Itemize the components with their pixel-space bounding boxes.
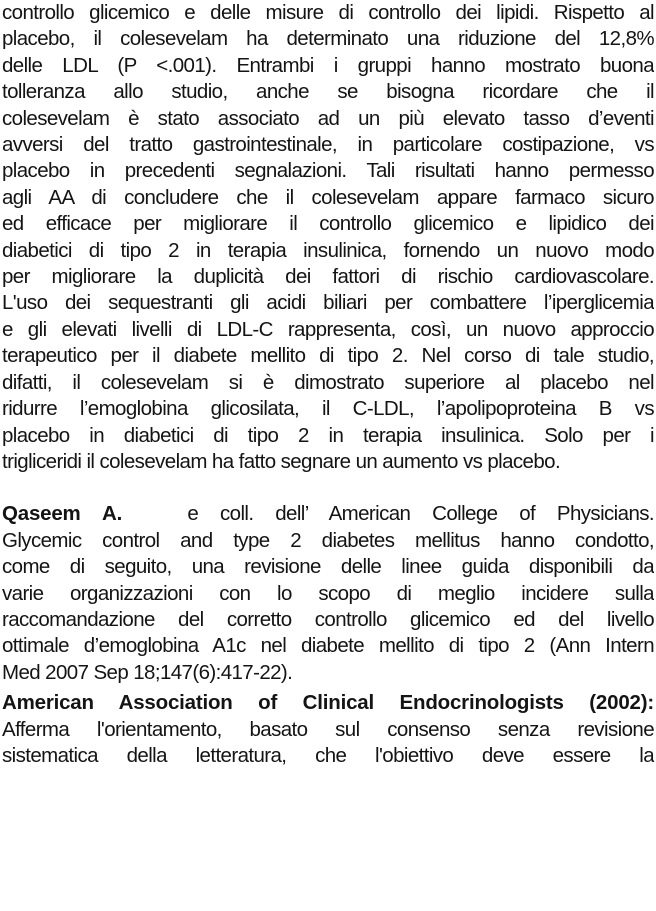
text-line: diabetici di tipo 2 in terapia insulinica, fornendo un nuovo modo: [2, 238, 654, 262]
author-name: Qaseem A.: [2, 502, 123, 526]
text-line: ottimale d’emoglobina A1c nel diabete mellito di tipo 2 (Ann Intern: [2, 634, 654, 658]
text-line: per migliorare la duplicità dei fattori di rischio cardiovascolare.: [2, 265, 654, 289]
text-line: ed efficace per migliorare il controllo glicemico e lipidico dei: [2, 212, 654, 236]
text-line: delle LDL (P <.001). Entrambi i gruppi hanno mostrato buona: [2, 53, 654, 77]
text-line: controllo glicemico e delle misure di controllo dei lipidi. Rispetto al: [2, 1, 654, 24]
section-heading: American Association of Clinical Endocrinologists (2002):: [2, 691, 654, 715]
document-page: [2, 0, 654, 769]
text-line: Afferma l'orientamento, basato sul consenso senza revisione: [2, 717, 654, 741]
paragraph-aace: [2, 690, 654, 769]
text-line: placebo in diabetici di tipo 2 in terapia insulinica. Solo per i: [2, 423, 654, 447]
text-line: agli AA di concludere che il colesevelam appare farmaco sicuro: [2, 185, 654, 209]
text-line: varie organizzazioni con lo scopo di meglio incidere sulla: [2, 581, 654, 605]
text-line: difatti, il colesevelam si è dimostrato superiore al placebo nel: [2, 370, 654, 394]
text-line: tolleranza allo studio, anche se bisogna ricordare che il: [2, 80, 654, 104]
text-line: raccomandazione del corretto controllo glicemico ed del livello: [2, 607, 654, 631]
text-line: ridurre l’emoglobina glicosilata, il C-LDL, l’apolipoproteina B vs: [2, 397, 654, 421]
text-line: terapeutico per il diabete mellito di tipo 2. Nel corso di tale studio,: [2, 344, 654, 368]
paragraph-spacer: [2, 475, 654, 501]
text-line: Glycemic control and type 2 diabetes mellitus hanno condotto,: [2, 528, 654, 552]
text-line: colesevelam è stato associato ad un più elevato tasso d’eventi: [2, 106, 654, 130]
text-line: trigliceridi il colesevelam ha fatto segnare un aumento vs placebo.: [2, 449, 561, 473]
author-affiliation: e coll. dell’ American College of Physicians.: [187, 502, 654, 526]
text-line: avversi del tratto gastrointestinale, in particolare costipazione, vs: [2, 133, 654, 157]
text-line: [2, 501, 654, 527]
text-line: Med 2007 Sep 18;147(6):417-22).: [2, 660, 293, 684]
text-line: placebo in precedenti segnalazioni. Tali risultati hanno permesso: [2, 159, 654, 183]
paragraph-qaseem-review: [2, 501, 654, 686]
text-line: e gli elevati livelli di LDL-C rappresenta, così, un nuovo approccio: [2, 317, 654, 341]
text-line: placebo, il colesevelam ha determinato una riduzione del 12,8%: [2, 27, 654, 51]
text-line: L'uso dei sequestranti gli acidi biliari per combattere l’iperglicemia: [2, 291, 654, 315]
text-line: come di seguito, una revisione delle linee guida disponibili da: [2, 555, 654, 579]
text-line: sistematica della letteratura, che l'obiettivo deve essere la: [2, 743, 654, 767]
paragraph-colesevelam-study: [2, 0, 654, 475]
